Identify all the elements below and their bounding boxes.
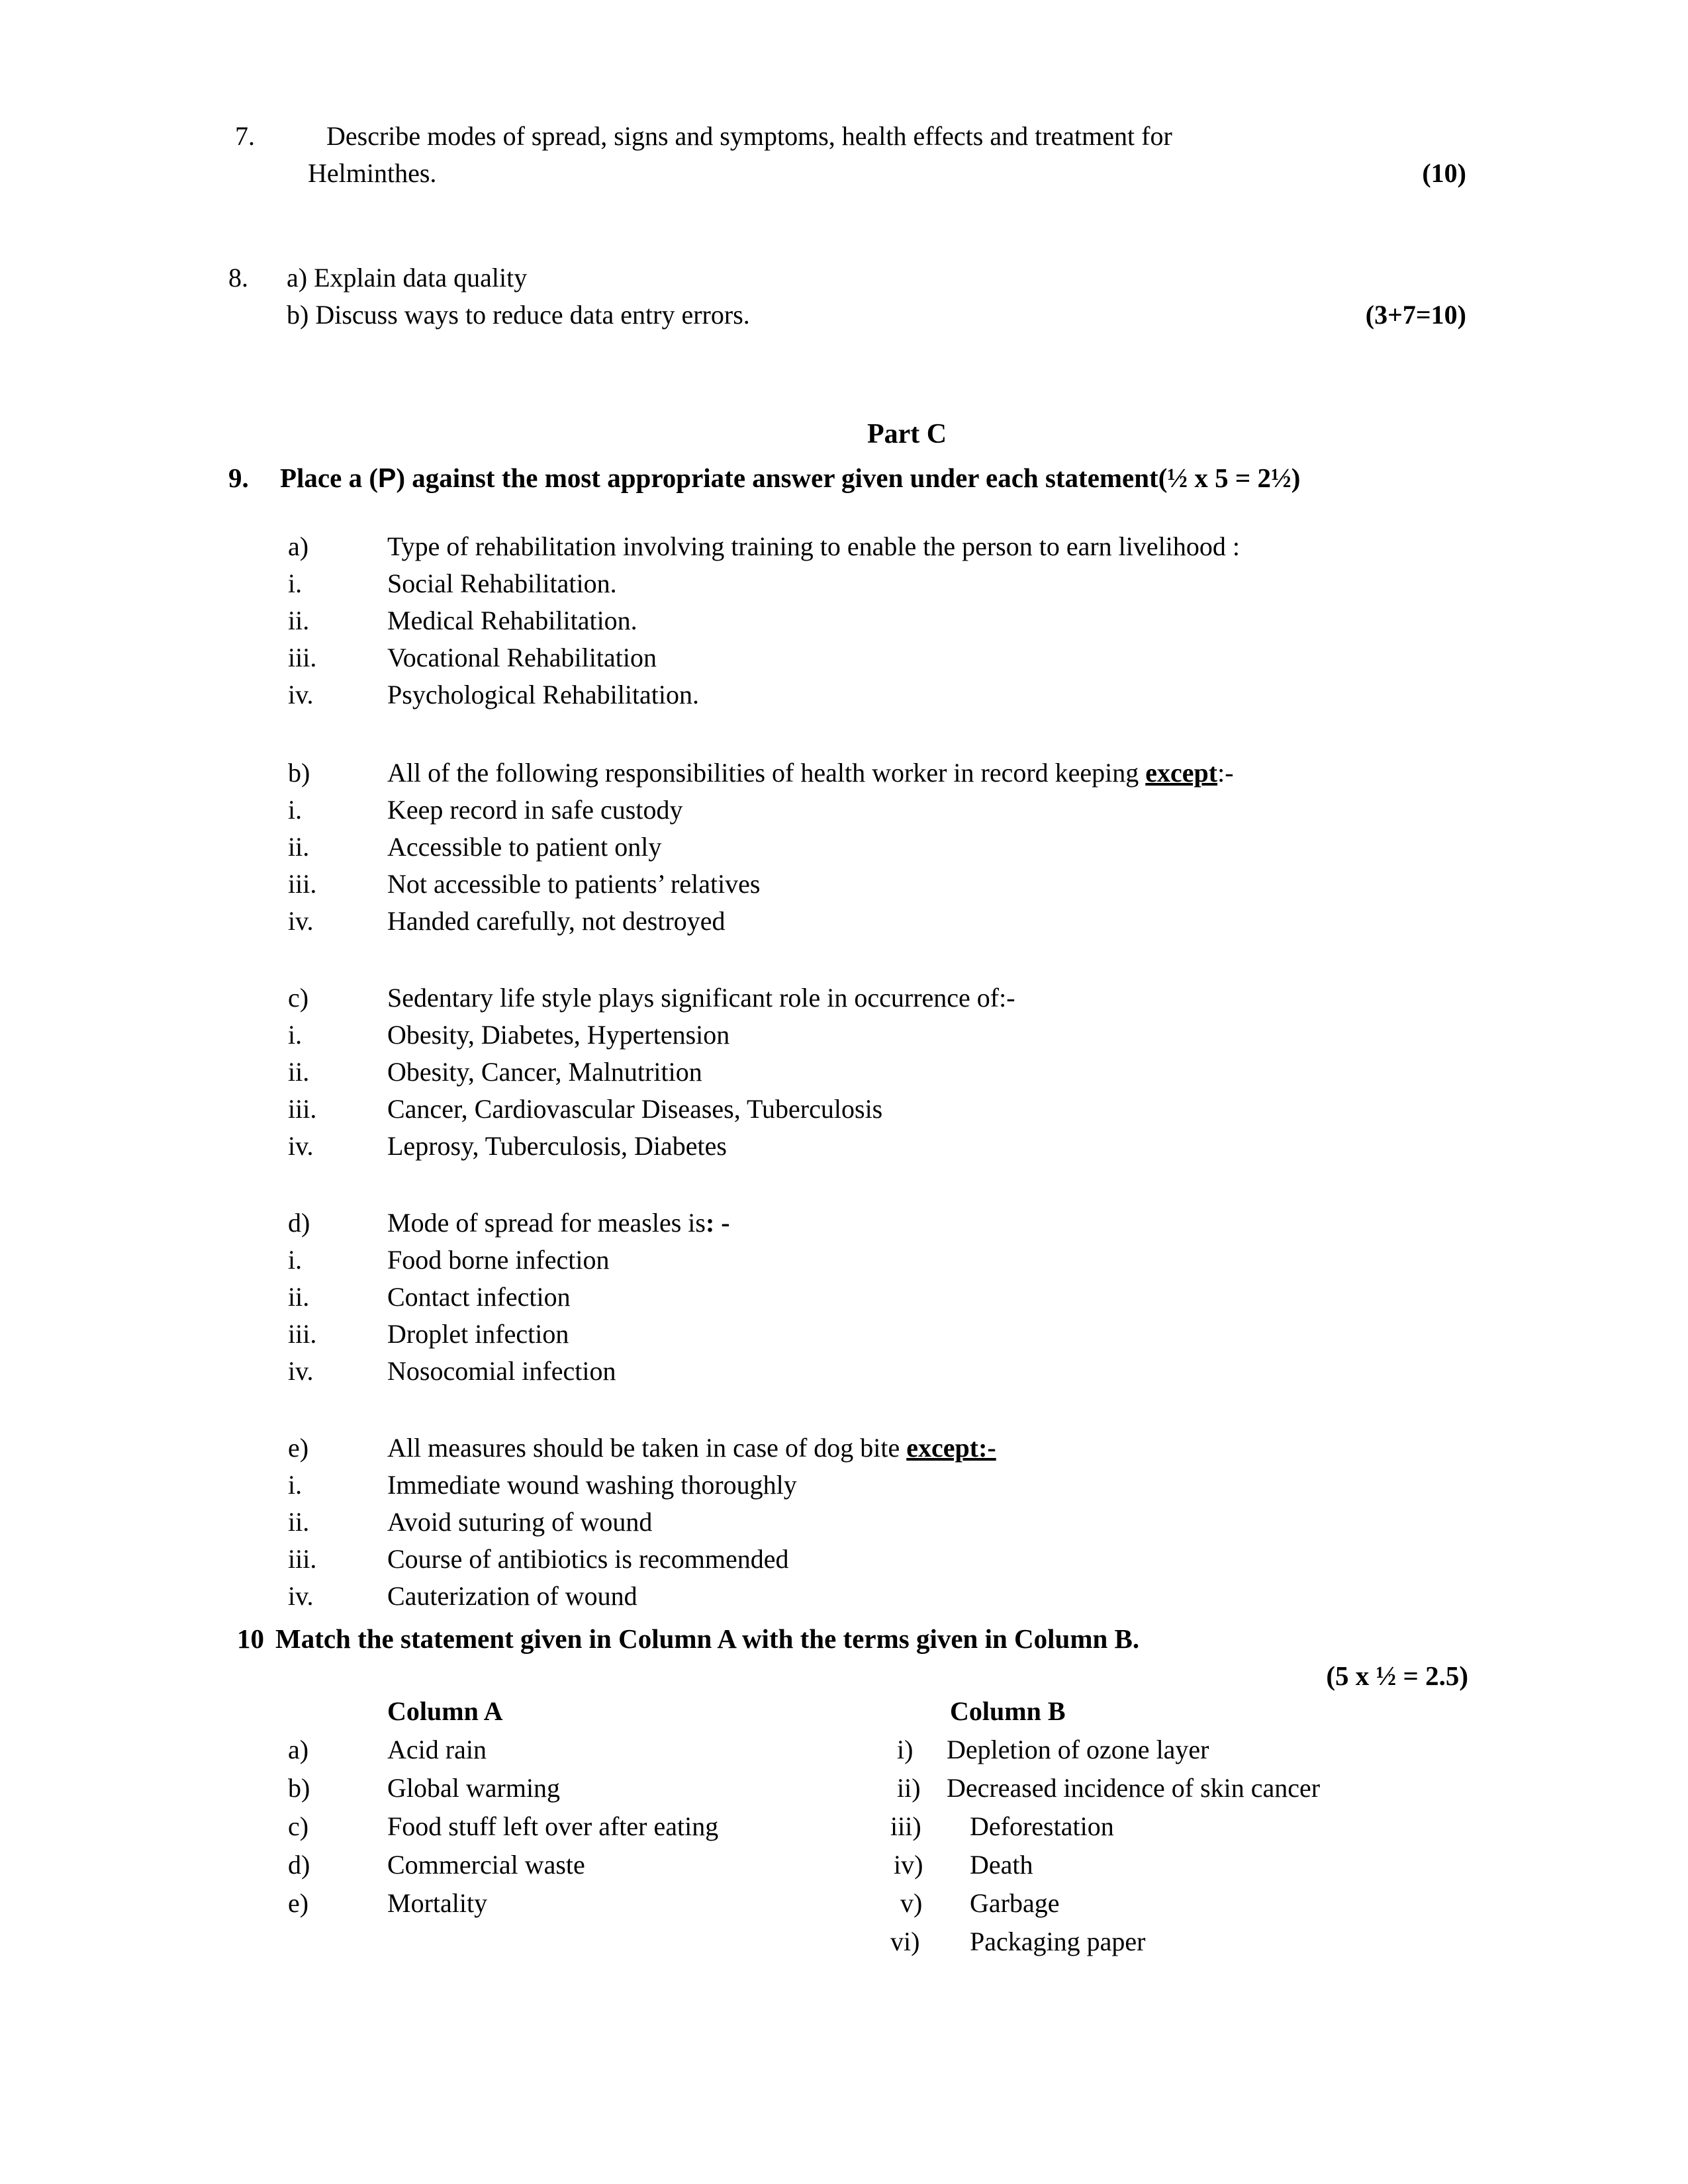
mcq-option-row[interactable] <box>288 1467 1473 1504</box>
mcq-e-marker: e) <box>288 1433 309 1463</box>
mcq-e-option-iii-text: Course of antibiotics is recommended <box>387 1544 789 1574</box>
mcq-a-stem: Type of rehabilitation involving training to enable the person to earn livelihood : <box>387 531 1240 561</box>
mcq-d-option-i-marker: i. <box>288 1245 303 1275</box>
mcq-e-option-iii-marker: iii. <box>288 1544 317 1574</box>
mcq-group-b <box>288 754 1473 940</box>
mcq-group-e <box>288 1430 1473 1615</box>
mcq-b-option-ii-marker: ii. <box>288 832 310 862</box>
mcq-b-option-i-marker: i. <box>288 795 303 825</box>
column-b-row-1-text: Depletion of ozone layer <box>947 1735 1209 1764</box>
table-row <box>288 1846 1473 1885</box>
mcq-e-option-i-marker: i. <box>288 1470 303 1500</box>
column-b-row-3-marker: iii) <box>890 1811 921 1841</box>
column-a-row-5-marker: e) <box>288 1888 309 1918</box>
question-7 <box>235 118 1466 192</box>
column-b-row-5-text: Garbage <box>970 1888 1060 1918</box>
mcq-option-row[interactable] <box>288 639 1473 676</box>
mcq-option-row[interactable] <box>288 1316 1473 1353</box>
mcq-c-stem: Sedentary life style plays significant role in occurrence of:- <box>387 983 1015 1013</box>
column-b-row-4-marker: iv) <box>894 1850 923 1880</box>
question-7-line-2-wrapper <box>308 155 1466 192</box>
mcq-option-row[interactable] <box>288 1504 1473 1541</box>
match-columns-table <box>288 1693 1473 1962</box>
mcq-d-option-i-text: Food borne infection <box>387 1245 610 1275</box>
checkmark-icon: P <box>377 463 397 493</box>
question-9-instruction-before: Place a ( <box>280 463 378 493</box>
mcq-a-marker: a) <box>288 531 309 561</box>
mcq-option-row[interactable] <box>288 829 1473 866</box>
mcq-option-row[interactable] <box>288 792 1473 829</box>
mcq-option-row[interactable] <box>288 565 1473 602</box>
mcq-b-stem-plain: All of the following responsibilities of health worker in record keeping <box>387 758 1146 788</box>
mcq-stem-row <box>288 1430 1473 1467</box>
question-7-text <box>308 118 1466 155</box>
column-a-row-4-marker: d) <box>288 1850 310 1880</box>
column-b-row-6-text: Packaging paper <box>970 1927 1146 1956</box>
mcq-b-marker: b) <box>288 758 310 788</box>
mcq-d-stem-emphasis: : - <box>705 1208 730 1238</box>
mcq-c-option-iv-text: Leprosy, Tuberculosis, Diabetes <box>387 1131 727 1161</box>
mcq-option-row[interactable] <box>288 1128 1473 1165</box>
column-b-row-4-text: Death <box>970 1850 1033 1880</box>
mcq-d-stem-plain: Mode of spread for measles is <box>387 1208 706 1238</box>
table-row <box>288 1731 1473 1770</box>
question-9-heading <box>228 459 1473 496</box>
column-b-row-5-marker: v) <box>900 1888 923 1918</box>
mcq-a-option-ii-text: Medical Rehabilitation. <box>387 606 637 635</box>
mcq-option-row[interactable] <box>288 1017 1473 1054</box>
question-8-marks: (3+7=10) <box>1365 300 1466 330</box>
mcq-e-option-ii-text: Avoid suturing of wound <box>387 1507 653 1537</box>
column-a-row-4-text: Commercial waste <box>387 1850 585 1880</box>
mcq-option-row[interactable] <box>288 1578 1473 1615</box>
mcq-option-row[interactable] <box>288 1541 1473 1578</box>
mcq-d-marker: d) <box>288 1208 310 1238</box>
column-a-row-3-marker: c) <box>288 1811 309 1841</box>
mcq-d-option-ii-marker: ii. <box>288 1282 310 1312</box>
mcq-b-option-iv-text: Handed carefully, not destroyed <box>387 906 726 936</box>
mcq-e-stem-emphasis: except:- <box>906 1433 996 1463</box>
mcq-d-stem <box>387 1205 730 1242</box>
question-9-marks: (½ x 5 = 2½) <box>1158 463 1301 493</box>
column-b-row-1-marker: i) <box>897 1735 914 1764</box>
question-7-line-2: Helminthes. <box>308 158 437 188</box>
mcq-e-option-ii-marker: ii. <box>288 1507 310 1537</box>
mcq-e-option-i-text: Immediate wound washing thoroughly <box>387 1470 797 1500</box>
mcq-stem-row <box>288 1205 1473 1242</box>
table-row <box>288 1885 1473 1923</box>
question-10-number: 10 <box>237 1623 264 1654</box>
mcq-option-row[interactable] <box>288 602 1473 639</box>
table-row <box>288 1770 1473 1808</box>
mcq-e-stem-plain: All measures should be taken in case of dog bite <box>387 1433 907 1463</box>
mcq-a-option-i-marker: i. <box>288 569 303 598</box>
mcq-d-option-iv-marker: iv. <box>288 1356 314 1386</box>
question-8-part-b-line <box>287 296 1466 334</box>
column-b-row-6-marker: vi) <box>890 1927 920 1956</box>
question-8 <box>228 259 1466 334</box>
column-a-row-1-text: Acid rain <box>387 1735 487 1764</box>
question-9-number: 9. <box>228 463 249 493</box>
mcq-stem-row <box>288 754 1473 792</box>
mcq-a-option-i-text: Social Rehabilitation. <box>387 569 617 598</box>
mcq-b-option-ii-text: Accessible to patient only <box>387 832 662 862</box>
mcq-b-stem <box>387 754 1234 792</box>
mcq-option-row[interactable] <box>288 866 1473 903</box>
mcq-c-option-i-text: Obesity, Diabetes, Hypertension <box>387 1020 730 1050</box>
column-b-header: Column B <box>950 1696 1066 1726</box>
column-b-row-2-text: Decreased incidence of skin cancer <box>947 1773 1321 1803</box>
part-c-heading-label: Part C <box>867 419 947 449</box>
question-7-marks: (10) <box>1422 158 1466 188</box>
table-row <box>288 1923 1473 1962</box>
mcq-c-option-ii-text: Obesity, Cancer, Malnutrition <box>387 1057 702 1087</box>
mcq-a-option-ii-marker: ii. <box>288 606 310 635</box>
mcq-e-option-iv-marker: iv. <box>288 1581 314 1611</box>
mcq-group-d <box>288 1205 1473 1390</box>
question-8-number: 8. <box>228 263 248 293</box>
column-b-row-3-text: Deforestation <box>970 1811 1114 1841</box>
mcq-option-row[interactable] <box>288 1242 1473 1279</box>
mcq-a-option-iii-text: Vocational Rehabilitation <box>387 643 657 672</box>
mcq-c-marker: c) <box>288 983 309 1013</box>
mcq-a-option-iv-text: Psychological Rehabilitation. <box>387 680 700 709</box>
mcq-d-option-iii-text: Droplet infection <box>387 1319 569 1349</box>
question-10-marks-row <box>237 1657 1468 1694</box>
mcq-d-option-iv-text: Nosocomial infection <box>387 1356 616 1386</box>
match-table-header-row <box>288 1693 1473 1731</box>
mcq-group-a <box>288 528 1473 713</box>
mcq-a-option-iv-marker: iv. <box>288 680 314 709</box>
mcq-option-row[interactable] <box>288 903 1473 940</box>
mcq-e-option-iv-text: Cauterization of wound <box>387 1581 637 1611</box>
column-a-row-1-marker: a) <box>288 1735 309 1764</box>
mcq-a-option-iii-marker: iii. <box>288 643 317 672</box>
question-8-part-a-line <box>287 259 1466 296</box>
mcq-stem-row <box>288 979 1473 1017</box>
column-a-row-3-text: Food stuff left over after eating <box>387 1811 719 1841</box>
column-b-row-2-marker: ii) <box>897 1773 921 1803</box>
mcq-e-stem <box>387 1430 996 1467</box>
part-c-heading <box>0 416 1688 453</box>
column-a-row-2-marker: b) <box>288 1773 310 1803</box>
mcq-d-option-ii-text: Contact infection <box>387 1282 571 1312</box>
question-8-part-a: a) Explain data quality <box>287 263 528 293</box>
mcq-option-row[interactable] <box>288 1279 1473 1316</box>
question-7-number: 7. <box>235 121 255 151</box>
mcq-option-row[interactable] <box>288 1091 1473 1128</box>
mcq-stem-row <box>288 528 1473 565</box>
question-10-marks: (5 x ½ = 2.5) <box>1326 1661 1468 1691</box>
question-10-instruction: Match the statement given in Column A with the terms given in Column B. <box>275 1623 1140 1654</box>
column-a-row-2-text: Global warming <box>387 1773 561 1803</box>
mcq-option-row[interactable] <box>288 676 1473 713</box>
mcq-option-row[interactable] <box>288 1353 1473 1390</box>
question-7-line-1: Describe modes of spread, signs and symptoms, health effects and treatment for <box>326 121 1172 151</box>
mcq-b-stem-tail: :- <box>1217 758 1234 788</box>
column-a-row-5-text: Mortality <box>387 1888 488 1918</box>
mcq-option-row[interactable] <box>288 1054 1473 1091</box>
mcq-b-option-iii-marker: iii. <box>288 869 317 899</box>
mcq-group-c <box>288 979 1473 1165</box>
question-8-part-b: b) Discuss ways to reduce data entry errors. <box>287 300 750 330</box>
question-10-heading <box>237 1620 1468 1657</box>
mcq-b-option-iii-text: Not accessible to patients’ relatives <box>387 869 761 899</box>
mcq-c-option-iv-marker: iv. <box>288 1131 314 1161</box>
mcq-c-option-ii-marker: ii. <box>288 1057 310 1087</box>
mcq-d-option-iii-marker: iii. <box>288 1319 317 1349</box>
table-row <box>288 1808 1473 1846</box>
mcq-c-option-iii-text: Cancer, Cardiovascular Diseases, Tuberculosis <box>387 1094 883 1124</box>
mcq-b-stem-emphasis: except <box>1145 758 1218 788</box>
column-a-header: Column A <box>387 1696 503 1726</box>
mcq-c-option-i-marker: i. <box>288 1020 303 1050</box>
mcq-b-option-iv-marker: iv. <box>288 906 314 936</box>
mcq-c-option-iii-marker: iii. <box>288 1094 317 1124</box>
mcq-b-option-i-text: Keep record in safe custody <box>387 795 683 825</box>
question-9-instruction-after: ) against the most appropriate answer given under each statement <box>396 463 1158 493</box>
